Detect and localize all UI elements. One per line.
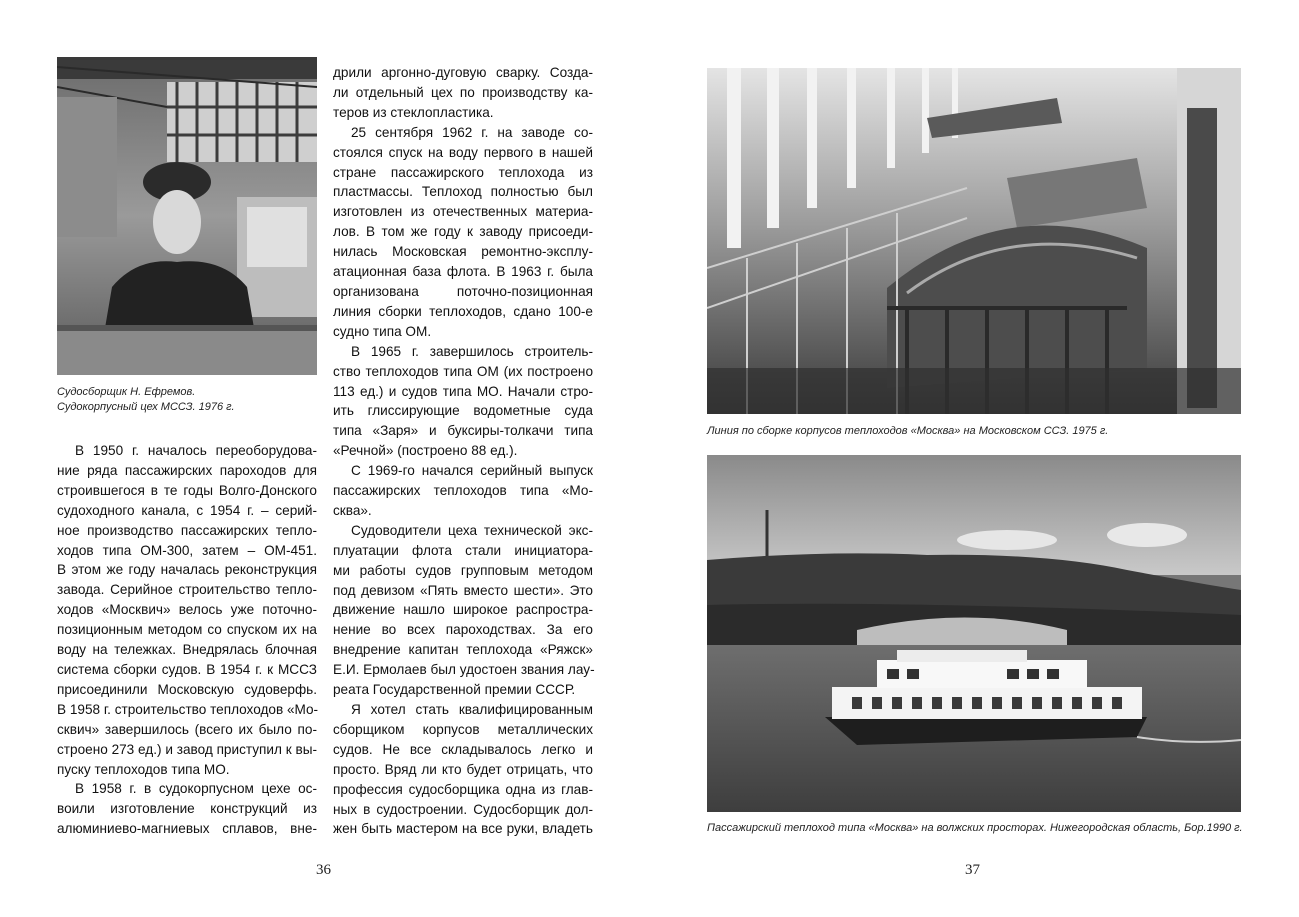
text-line: воили изготовление конструкций из [57,801,317,817]
text-line: ние ряда пассажирских пароходов для [57,462,317,478]
text-line: Судоводители цеха технической экс- [351,522,593,538]
right-page [649,0,1299,917]
text-line: позиционным методом со спуском их на [57,622,317,638]
assembly-photo-caption [707,424,1108,439]
text-line: система сборки судов. В 1954 г. к МССЗ [57,661,317,677]
text-line: стране пассажирского теплохода из [333,164,593,180]
text-line: завода. Серийное строительство тепло- [57,582,317,598]
text-line: В 1950 г. началось переоборудова- [75,443,317,458]
text-line: сква». [333,502,372,518]
text-line: организована поточно-позиционная [333,283,593,299]
text-line: В 1958 г. строительство теплоходов «Мо- [57,701,319,717]
text-line: строено 273 ед.) и завод приступил к вы- [57,741,317,757]
text-line: ных в судостроении. Судосборщик дол- [333,801,593,817]
text-line: сквич» завершилось (всего их было по- [57,721,317,737]
text-line: ить глиссирующие водометные суда [333,403,593,419]
page-number-left: 36 [316,862,331,878]
text-line: плуатации флота стали инициатора- [333,542,593,558]
text-line: ходов «Москвич» велось уже поточно- [57,602,317,618]
text-line: ное производство пассажирских тепло- [57,522,317,538]
text-line: ство теплоходов типа ОМ (их построено [333,363,593,379]
worker-caption-line2: Судокорпусный цех МССЗ. 1976 г. [57,401,235,413]
text-line: присоединили Московскую судоверфь. [57,681,317,697]
text-column-2 [333,63,593,839]
text-line: типа «Заря» и буксиры-толкачи типа [333,423,593,439]
text-line: под девизом «Пять вместо шести». Это [333,582,593,598]
text-line: движение нашло широкое распростра- [333,602,593,618]
page-number-right: 37 [965,862,980,878]
text-line: В этом же году началась реконструкция [57,562,317,578]
text-line: дрили аргонно-дуговую сварку. Созда- [333,65,593,80]
text-line: внедрение капитан теплохода «Ряжск» [333,642,593,658]
text-line: нение во всех пароходствах. За его [333,622,593,638]
text-line: судоходного канала, с 1954 г. – серий- [57,502,317,518]
text-line: строившегося в те годы Волго-Донского [57,482,317,498]
text-line: жен быть мастером на все руки, владеть [333,821,593,837]
text-line: просто. Вряд ли кто будет отрицать, что [333,761,593,777]
text-line: судов. Не все складывалось легко и [333,741,593,757]
left-page [0,0,649,917]
text-line: изготовлен из отечественных материа- [333,204,593,220]
text-line: В 1958 г. в судокорпусном цехе ос- [75,781,317,797]
text-line: судно типа ОМ. [333,323,432,339]
text-line: теров из стеклопластика. [333,104,494,120]
text-line: С 1969-го начался серийный выпуск [351,463,593,479]
assembly-caption-text: Линия по сборке корпусов теплоходов «Москва» на Московском ССЗ. 1975 г. [707,425,1109,437]
text-line: Е.И. Ермолаев был удостоен звания лау- [333,662,595,678]
boat-photo-caption [707,821,1243,836]
text-line: 113 ед.) и судов типа МО. Начали стро- [333,383,593,399]
text-line: лов. В том же году к заводу присоеди- [333,224,593,240]
text-column-1 [57,441,317,839]
worker-portrait-photo [57,57,317,375]
text-line: ходов типа ОМ-300, затем – ОМ-451. [57,542,317,558]
text-line: ли отдельный цех по производству ка- [333,84,593,100]
text-line: «Речной» (построено 88 ед.). [333,443,518,459]
text-line: атационная база флота. В 1963 г. была [333,264,593,280]
text-line: нилась Московская ремонтно-эксплу- [333,244,593,260]
text-line: ми работы судов групповым методом [333,562,593,578]
text-line: реата Государственной премии СССР. [333,682,576,698]
text-line: Я хотел стать квалифицированным [351,702,593,717]
text-line: стоялся спуск на воду первого в нашей [333,144,593,160]
text-line: В 1965 г. завершилось строитель- [351,343,593,359]
assembly-line-photo [707,68,1241,414]
text-line: профессия судосборщика одна из глав- [333,781,593,797]
text-line: пластмассы. Теплоход полностью был [333,184,593,200]
text-line: алюминиево-магниевых сплавов, вне- [57,821,317,837]
text-line: пуску теплоходов типа МО. [57,761,230,777]
text-line: сборщиком корпусов металлических [333,721,593,737]
text-line: 25 сентября 1962 г. на заводе со- [351,124,593,140]
text-line: воду на тележках. Внедрялась блочная [57,642,317,658]
text-line: линия сборки теплоходов, сдано 100-е [333,303,593,319]
worker-caption-line1: Судосборщик Н. Ефремов. [57,386,196,398]
text-line: пассажирских теплоходов типа «Мо- [333,483,593,499]
worker-photo-caption [57,385,235,415]
boat-caption-text: Пассажирский теплоход типа «Москва» на волжских просторах. Нижегородская область, Бор.1990 г. [707,822,1243,834]
river-boat-photo [707,455,1241,812]
